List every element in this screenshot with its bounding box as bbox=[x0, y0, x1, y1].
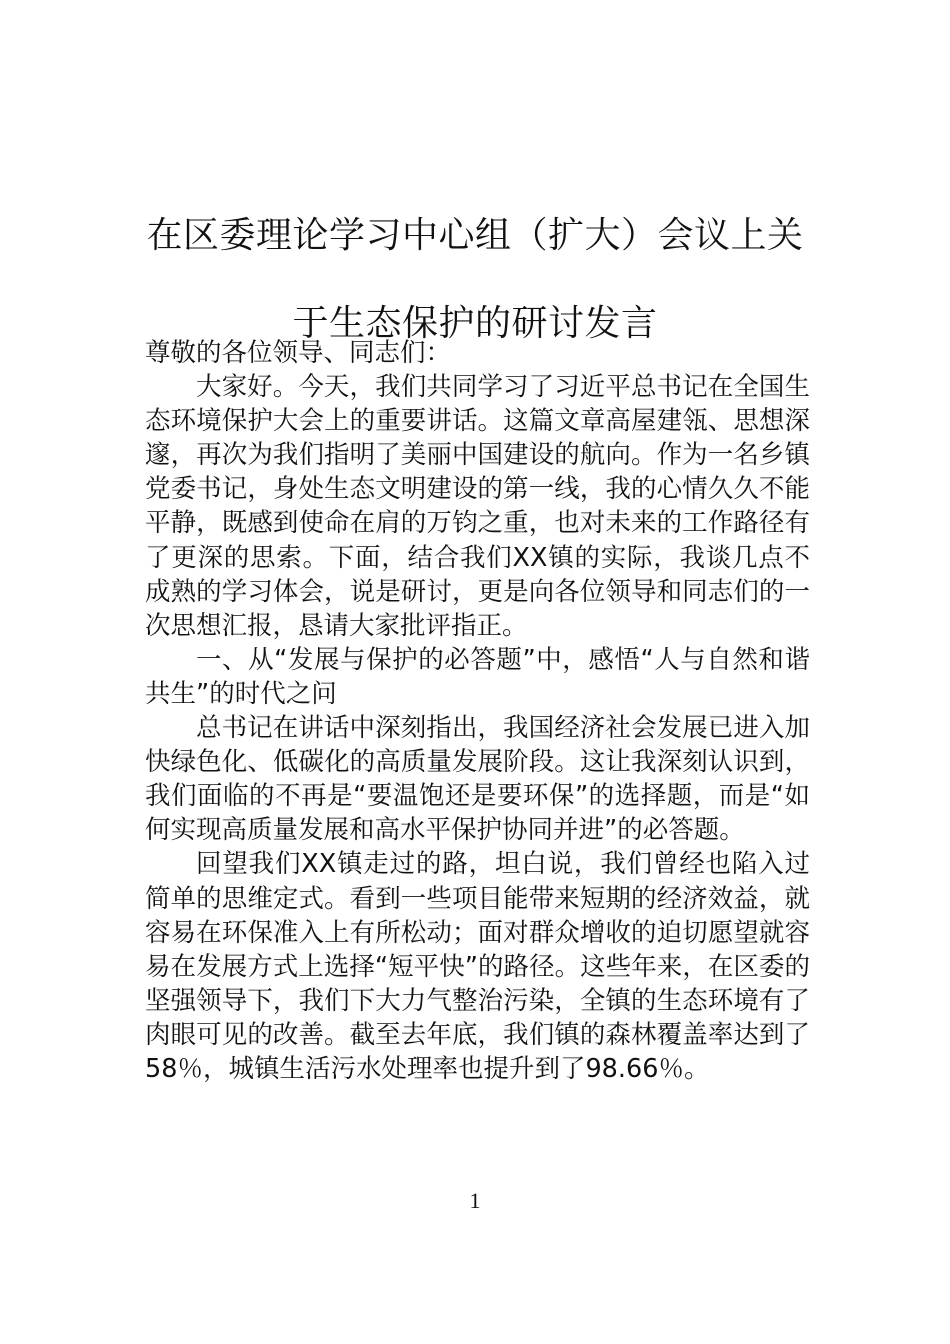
paragraph-intro: 大家好。今天，我们共同学习了习近平总书记在全国生态环境保护大会上的重要讲话。这篇文章高屋建瓴、思想深邃，再次为我们指明了美丽中国建设的航向。作为一名乡镇党委书记，身处生态文明建设的第一线，我的心情久久不能平静，既感到使命在肩的万钧之重，也对未来的工作路径有了更深的思索。下面，结合我们XX镇的实际，我谈几点不成熟的学习体会，说是研讨，更是向各位领导和同志们的一次思想汇报，恳请大家批评指正。 bbox=[145, 372, 810, 641]
page-number: 1 bbox=[469, 1188, 481, 1213]
paragraph-section-2: 回望我们XX镇走过的路，坦白说，我们曾经也陷入过简单的思维定式。看到一些项目能带来短期的经济效益，就容易在环保准入上有所松动；面对群众增收的迫切愿望就容易在发展方式上选择“短平快”的路径。这些年来，在区委的坚强领导下，我们下大力气整治污染，全镇的生态环境有了肉眼可见的改善。截至去年底，我们镇的森林覆盖率达到了58％，城镇生活污水处理率也提升到了98.66％。 bbox=[145, 849, 810, 1084]
document-body bbox=[145, 336, 810, 1086]
paragraph-section-1: 总书记在讲话中深刻指出，我国经济社会发展已进入加快绿色化、低碳化的高质量发展阶段。这让我深刻认识到，我们面临的不再是“要温饱还是要环保”的选择题，而是“如何实现高质量发展和高水平保护协同并进”的必答题。 bbox=[145, 713, 810, 846]
document-title: 在区委理论学习中心组（扩大）会议上关于生态保护的研讨发言 bbox=[146, 215, 804, 345]
salutation: 尊敬的各位领导、同志们： bbox=[145, 338, 452, 368]
section-heading: 一、从“发展与保护的必答题”中，感悟“人与自然和谐共生”的时代之问 bbox=[145, 644, 810, 709]
